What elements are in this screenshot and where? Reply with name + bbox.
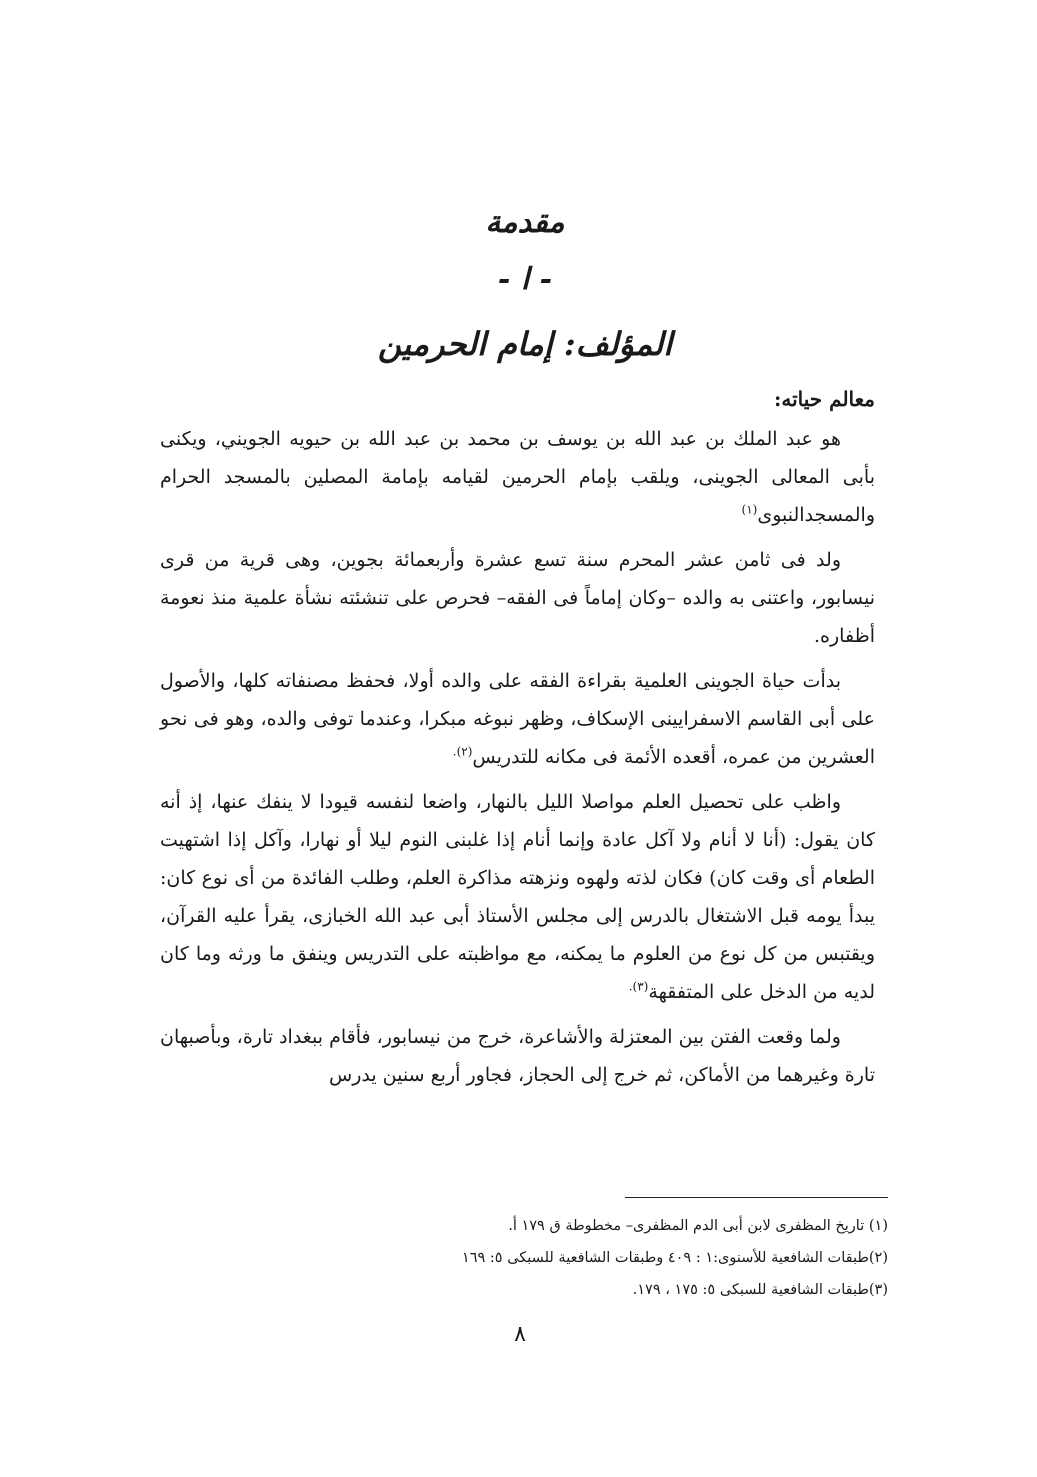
paragraph-3 xyxy=(160,662,875,776)
footnote-1: (١) تاريخ المظفرى لابن أبى الدم المظفرى– مخطوطة ق ١٧٩ أ. xyxy=(508,1218,888,1234)
paragraph-4 xyxy=(160,783,875,1011)
paragraph-1 xyxy=(160,420,875,534)
paragraph-text: واظب على تحصيل العلم مواصلا الليل بالنهار، واضعا لنفسه قيودا لا ينفك عنها، إذ أنه كان يقول: (أنا لا أنام ولا آكل عادة وإنما أنام إذا غلبنى النوم ليلا أو نهارا، وآكل إذا اشتهيت الطعام أى وقت كان) فكان لذته ولهوه ونزهته مذاكرة العلم، وطلب الفائدة من أى نوع كان: يبدأ يومه قبل الاشتغال بالدرس إلى مجلس الأستاذ أبى عبد الله الخبازى، يقرأ عليه القرآن، ويقتبس من كل نوع من العلوم ما يمكنه، مع مواظبته على التدريس وينفق ما ورثه وما كان لديه من الدخل على المتفقهة xyxy=(160,791,875,1003)
footnote-ref: (٢). xyxy=(452,744,473,759)
footnote-2: (٢)طبقات الشافعية للأسنوى:١ : ٤٠٩ وطبقات الشافعية للسبكى ٥: ١٦٩ xyxy=(461,1250,888,1266)
paragraph-text: ولد فى ثامن عشر المحرم سنة تسع عشرة وأربعمائة بجوين، وهى قرية من قرى نيسابور، واعتنى به والده –وكان إماماً فى الفقه– فحرص على تنشئته نشأة علمية منذ نعومة أظفاره. xyxy=(160,549,875,647)
paragraph-text: هو عبد الملك بن عبد الله بن يوسف بن محمد بن عبد الله بن حيويه الجويني، ويكنى بأبى المعالى الجوينى، ويلقب بإمام الحرمين لقيامه بإمامة المصلين بالمسجد الحرام والمسجدالنبوى xyxy=(160,428,875,526)
section-title: المؤلف: إمام الحرمين xyxy=(377,325,673,363)
subheading: معالم حياته: xyxy=(774,387,875,411)
paragraph-2 xyxy=(160,541,875,655)
footnote-divider xyxy=(625,1197,888,1198)
paragraph-5 xyxy=(160,1018,875,1094)
paragraph-text: بدأت حياة الجوينى العلمية بقراءة الفقه على والده أولا، فحفظ مصنفاته كلها، والأصول على أبى القاسم الاسفرايينى الإسكاف، وظهر نبوغه مبكرا، وعندما توفى والده، وهو فى نحو العشرين من عمره، أقعده الأئمة فى مكانه للتدريس xyxy=(160,670,875,768)
paragraph-text: ولما وقعت الفتن بين المعتزلة والأشاعرة، خرج من نيسابور، فأقام ببغداد تارة، وبأصبهان تارة وغيرهما من الأماكن، ثم خرج إلى الحجاز، فجاور أربع سنين يدرس xyxy=(160,1026,875,1086)
body-text xyxy=(160,380,875,1101)
footnote-ref: (٣). xyxy=(628,979,649,994)
page-title: مقدمة xyxy=(485,205,565,240)
footnote-3: (٣)طبقات الشافعية للسبكى ٥: ١٧٥ ، ١٧٩. xyxy=(632,1282,888,1298)
footnotes xyxy=(300,1210,888,1306)
section-number: - ا - xyxy=(497,262,553,297)
footnote-ref: (١) xyxy=(741,502,758,517)
page-number: ٨ xyxy=(514,1322,526,1347)
